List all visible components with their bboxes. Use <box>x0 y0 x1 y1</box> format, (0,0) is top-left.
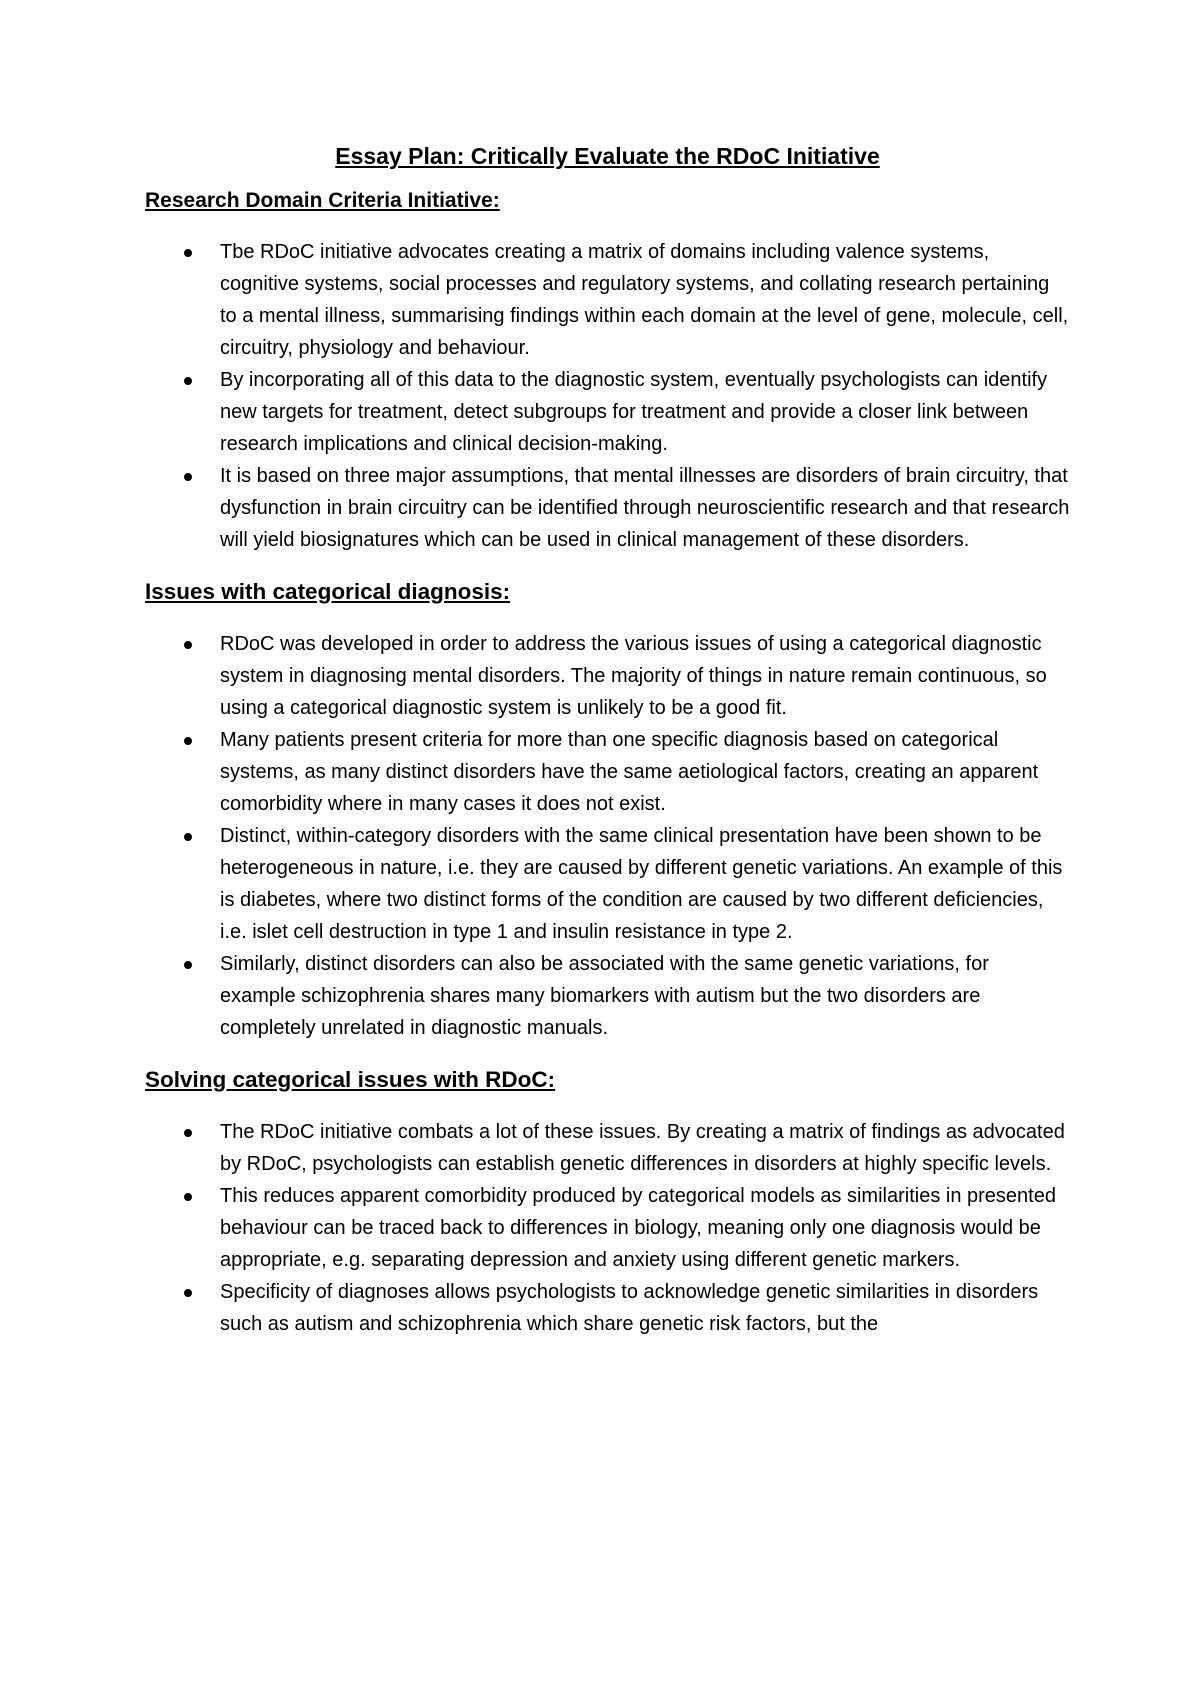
section-heading: Solving categorical issues with RDoC: <box>145 1067 556 1092</box>
bullet-item <box>145 236 1070 364</box>
bullet-text: The RDoC initiative combats a lot of these issues. By creating a matrix of findings as advocated by RDoC, psychologists can establish genetic differences in disorders at highly specific levels. <box>220 1121 1065 1175</box>
bullet-list <box>145 236 1070 556</box>
document-title: Essay Plan: Critically Evaluate the RDoC Initiative <box>335 143 880 169</box>
bullet-item <box>145 628 1070 724</box>
bullet-text: RDoC was developed in order to address the various issues of using a categorical diagnostic system in diagnosing mental disorders. The majority of things in nature remain continuous, so using a categorical diagnostic system is unlikely to be a good fit. <box>220 633 1047 719</box>
bullet-list <box>145 628 1070 1044</box>
bullet-text: Specificity of diagnoses allows psychologists to acknowledge genetic similarities in disorders such as autism and schizophrenia which share genetic risk factors, but the <box>220 1281 1039 1335</box>
bullet-point-icon <box>184 249 192 257</box>
bullet-point-icon <box>184 1129 192 1137</box>
bullet-point-icon <box>184 641 192 649</box>
document-page <box>145 140 1070 1360</box>
bullet-item <box>145 724 1070 820</box>
section-heading: Issues with categorical diagnosis: <box>145 579 511 604</box>
bullet-item <box>145 460 1070 556</box>
bullet-point-icon <box>184 737 192 745</box>
section-heading: Research Domain Criteria Initiative: <box>145 189 500 212</box>
bullet-point-icon <box>184 377 192 385</box>
bullet-point-icon <box>184 961 192 969</box>
bullet-item <box>145 1116 1070 1180</box>
bullet-text: Similarly, distinct disorders can also be associated with the same genetic variations, for example schizophrenia shares many biomarkers with autism but the two disorders are completely unrelated in diagnostic manuals. <box>220 953 989 1039</box>
bullet-point-icon <box>184 833 192 841</box>
bullet-text: Distinct, within-category disorders with the same clinical presentation have been shown to be heterogeneous in nature, i.e. they are caused by different genetic variations. An example of this is diabetes, where two distinct forms of the condition are caused by two different deficiencies, i.e. islet cell destruction in type 1 and insulin resistance in type 2. <box>220 825 1063 943</box>
bullet-item <box>145 1276 1070 1340</box>
bullet-point-icon <box>184 1289 192 1297</box>
bullet-item <box>145 820 1070 948</box>
bullet-text: Many patients present criteria for more than one specific diagnosis based on categorical systems, as many distinct disorders have the same aetiological factors, creating an apparent comorbidity where in many cases it does not exist. <box>220 729 1039 815</box>
bullet-item <box>145 364 1070 460</box>
bullet-point-icon <box>184 1193 192 1201</box>
bullet-text: Tbe RDoC initiative advocates creating a matrix of domains including valence systems, cognitive systems, social processes and regulatory systems, and collating research pertaining to a mental illness, summarising findings within each domain at the level of gene, molecule, cell, circuitry, physiology and behaviour. <box>220 241 1069 359</box>
bullet-item <box>145 948 1070 1044</box>
bullet-text: By incorporating all of this data to the diagnostic system, eventually psychologists can identify new targets for treatment, detect subgroups for treatment and provide a closer link between research implications and clinical decision-making. <box>220 369 1048 455</box>
bullet-item <box>145 1180 1070 1276</box>
section-issues-categorical-diagnosis <box>145 576 1070 1044</box>
section-solving-categorical-issues <box>145 1064 1070 1340</box>
bullet-list <box>145 1116 1070 1340</box>
bullet-point-icon <box>184 473 192 481</box>
bullet-text: It is based on three major assumptions, that mental illnesses are disorders of brain circuitry, that dysfunction in brain circuitry can be identified through neuroscientific research and that research will yield biosignatures which can be used in clinical management of these disorders. <box>220 465 1070 551</box>
bullet-text: This reduces apparent comorbidity produced by categorical models as similarities in presented behaviour can be traced back to differences in biology, meaning only one diagnosis would be appropriate, e.g. separating depression and anxiety using different genetic markers. <box>220 1185 1056 1271</box>
section-research-domain-criteria <box>145 186 1070 556</box>
